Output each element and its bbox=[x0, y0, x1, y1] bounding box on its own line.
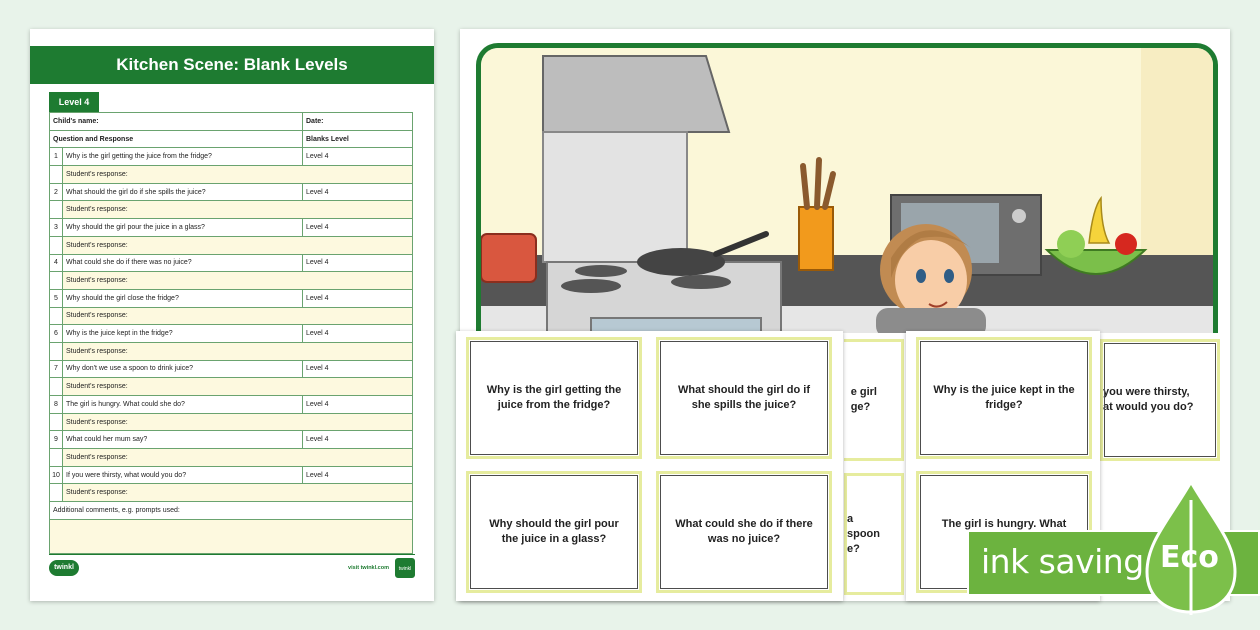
question-level: Level 4 bbox=[303, 254, 413, 272]
response-spacer bbox=[50, 236, 63, 254]
response-label: Student's response: bbox=[63, 413, 413, 431]
response-spacer bbox=[50, 413, 63, 431]
response-row[interactable] bbox=[50, 484, 413, 502]
response-row[interactable] bbox=[50, 201, 413, 219]
response-label: Student's response: bbox=[63, 484, 413, 502]
worksheet-footer bbox=[49, 554, 415, 580]
question-row bbox=[50, 431, 413, 449]
worksheet-title: Kitchen Scene: Blank Levels bbox=[30, 46, 434, 84]
question-row bbox=[50, 289, 413, 307]
card-peek-top-middle bbox=[844, 339, 904, 461]
quality-badge-icon: twinkl bbox=[395, 558, 415, 578]
question-card[interactable] bbox=[466, 471, 642, 593]
question-level: Level 4 bbox=[303, 431, 413, 449]
question-card-text: Why is the girl getting the juice from the fridge? bbox=[486, 384, 622, 411]
col-question-header: Question and Response bbox=[50, 130, 303, 148]
response-row[interactable] bbox=[50, 378, 413, 396]
response-label: Student's response: bbox=[63, 166, 413, 184]
comments-label: Additional comments, e.g. prompts used: bbox=[50, 502, 413, 520]
response-spacer bbox=[50, 342, 63, 360]
date-label: Date: bbox=[303, 113, 413, 131]
question-level: Level 4 bbox=[303, 396, 413, 414]
question-level: Level 4 bbox=[303, 325, 413, 343]
response-label: Student's response: bbox=[63, 272, 413, 290]
question-text: If you were thirsty, what would you do? bbox=[63, 466, 303, 484]
question-level: Level 4 bbox=[303, 360, 413, 378]
visit-link[interactable]: visit twinkl.com bbox=[348, 565, 389, 571]
response-label: Student's response: bbox=[63, 236, 413, 254]
card-peek-top-middle-text: e girl ge? bbox=[850, 386, 877, 413]
question-text: What could she do if there was no juice? bbox=[63, 254, 303, 272]
card-peek-bottom-middle-text: a spoon e? bbox=[847, 512, 880, 555]
response-row[interactable] bbox=[50, 342, 413, 360]
question-card-text: Why should the girl pour the juice in a glass? bbox=[489, 518, 619, 545]
question-number: 10 bbox=[50, 466, 63, 484]
worksheet-page bbox=[30, 29, 434, 601]
question-text: Why is the juice kept in the fridge? bbox=[63, 325, 303, 343]
question-row bbox=[50, 254, 413, 272]
question-text: Why should the girl close the fridge? bbox=[63, 289, 303, 307]
col-level-header: Blanks Level bbox=[303, 130, 413, 148]
kitchen-scene-illustration bbox=[476, 43, 1218, 333]
question-card[interactable] bbox=[656, 337, 832, 459]
response-row[interactable] bbox=[50, 307, 413, 325]
question-row bbox=[50, 396, 413, 414]
twinkl-logo: twinkl bbox=[49, 560, 79, 576]
card-peek-bottom-middle bbox=[844, 473, 904, 595]
response-label: Student's response: bbox=[63, 342, 413, 360]
question-row bbox=[50, 219, 413, 237]
response-label: Student's response: bbox=[63, 201, 413, 219]
question-number: 1 bbox=[50, 148, 63, 166]
column-header-row bbox=[50, 130, 413, 148]
card-peek-top-right bbox=[1100, 339, 1220, 461]
question-table bbox=[49, 112, 413, 554]
question-row bbox=[50, 325, 413, 343]
question-text: The girl is hungry. What could she do? bbox=[63, 396, 303, 414]
response-spacer bbox=[50, 378, 63, 396]
question-level: Level 4 bbox=[303, 466, 413, 484]
question-number: 5 bbox=[50, 289, 63, 307]
response-spacer bbox=[50, 272, 63, 290]
question-text: Why is the girl getting the juice from the fridge? bbox=[63, 148, 303, 166]
question-level: Level 4 bbox=[303, 289, 413, 307]
question-number: 9 bbox=[50, 431, 63, 449]
response-spacer bbox=[50, 166, 63, 184]
question-card-text: What should the girl do if she spills the juice? bbox=[678, 384, 810, 411]
question-row bbox=[50, 183, 413, 201]
question-number: 3 bbox=[50, 219, 63, 237]
childs-name-label: Child's name: bbox=[50, 113, 303, 131]
question-card-text: What could she do if there was no juice? bbox=[675, 518, 813, 545]
question-number: 6 bbox=[50, 325, 63, 343]
response-spacer bbox=[50, 449, 63, 467]
comments-box-cell[interactable] bbox=[50, 520, 413, 554]
question-card[interactable] bbox=[656, 471, 832, 593]
card-peek-top-right-text: you were thirsty, at would you do? bbox=[1103, 386, 1194, 413]
response-label: Student's response: bbox=[63, 449, 413, 467]
eco-word: Eco bbox=[1160, 540, 1219, 575]
response-label: Student's response: bbox=[63, 378, 413, 396]
question-card-text: Why is the juice kept in the fridge? bbox=[933, 384, 1075, 411]
question-level: Level 4 bbox=[303, 219, 413, 237]
comments-row bbox=[50, 502, 413, 520]
response-spacer bbox=[50, 201, 63, 219]
question-text: Why should the girl pour the juice in a glass? bbox=[63, 219, 303, 237]
question-text: Why don't we use a spoon to drink juice? bbox=[63, 360, 303, 378]
question-number: 4 bbox=[50, 254, 63, 272]
comments-box[interactable] bbox=[50, 520, 413, 554]
scene-page bbox=[460, 29, 1230, 601]
question-row bbox=[50, 148, 413, 166]
question-text: What could her mum say? bbox=[63, 431, 303, 449]
question-row bbox=[50, 360, 413, 378]
response-row[interactable] bbox=[50, 166, 413, 184]
question-number: 8 bbox=[50, 396, 63, 414]
response-row[interactable] bbox=[50, 413, 413, 431]
response-row[interactable] bbox=[50, 449, 413, 467]
question-number: 7 bbox=[50, 360, 63, 378]
question-card[interactable] bbox=[466, 337, 642, 459]
question-text: What should the girl do if she spills the juice? bbox=[63, 183, 303, 201]
ink-saving-label: ink saving bbox=[981, 542, 1144, 581]
kitchen-scene-svg bbox=[481, 48, 1213, 333]
question-number: 2 bbox=[50, 183, 63, 201]
question-level: Level 4 bbox=[303, 148, 413, 166]
question-card[interactable] bbox=[916, 337, 1092, 459]
question-level: Level 4 bbox=[303, 183, 413, 201]
question-row bbox=[50, 466, 413, 484]
card-sheet-front bbox=[456, 331, 843, 601]
response-row[interactable] bbox=[50, 236, 413, 254]
response-row[interactable] bbox=[50, 272, 413, 290]
response-label: Student's response: bbox=[63, 307, 413, 325]
response-spacer bbox=[50, 307, 63, 325]
question-card-text: The girl is hungry. What bbox=[941, 518, 1067, 530]
level-tab: Level 4 bbox=[49, 92, 99, 112]
childs-name-row bbox=[50, 113, 413, 131]
response-spacer bbox=[50, 484, 63, 502]
